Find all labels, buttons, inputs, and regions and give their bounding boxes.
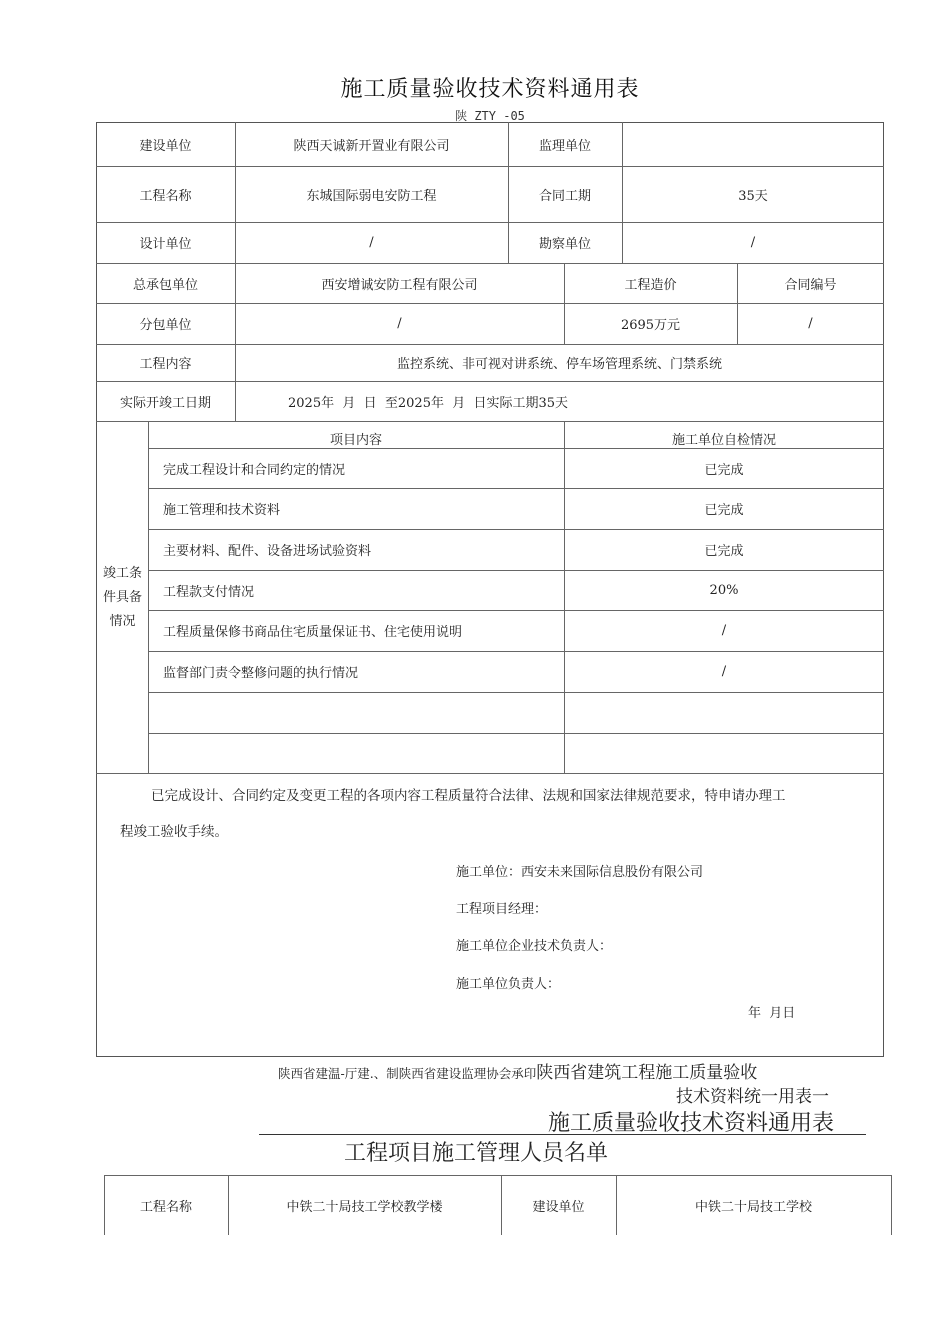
supervisor-value	[622, 122, 884, 166]
contract-period-label: 合同工期	[538, 188, 591, 204]
conditions-col-item: 项目内容	[329, 433, 382, 448]
row-divider	[96, 773, 884, 774]
tech-head-sign: 施工单位企业技术负责人：	[456, 939, 613, 954]
design-unit-label: 设计单位	[139, 237, 192, 252]
footer-line-2: 技术资料统一用表一	[676, 1087, 829, 1107]
condition-status: 已完成	[704, 544, 744, 559]
cost-value: 2695万元	[620, 318, 681, 333]
publisher-big: 陕西省建筑工程施工质量验收	[536, 1063, 758, 1083]
conditions-col-status: 施工单位自检情况	[671, 433, 776, 448]
general-contractor-value: 西安增诚安防工程有限公司	[321, 277, 478, 293]
condition-status: 20%	[709, 582, 739, 598]
subcontractor-label: 分包单位	[139, 318, 192, 333]
table2-project-name-value: 中铁二十局技工学校教学楼	[286, 1199, 443, 1215]
condition-status: 已完成	[704, 462, 744, 478]
table2-build-unit-value: 中铁二十局技工学校	[694, 1199, 812, 1215]
supervisor-label: 监理单位	[538, 138, 591, 154]
col-divider	[148, 421, 149, 773]
footer-rule	[259, 1134, 866, 1135]
next-page-title: 工程项目施工管理人员名单	[344, 1141, 609, 1166]
table2-build-unit-label: 建设单位	[532, 1199, 585, 1215]
survey-unit-label: 勘察单位	[538, 237, 591, 252]
table2-project-name-label: 工程名称	[139, 1199, 192, 1215]
sign-date: 年 月日	[748, 1006, 796, 1021]
condition-status: /	[721, 664, 727, 679]
cost-label: 工程造价	[624, 277, 677, 293]
condition-status: /	[721, 623, 727, 638]
dates-value: 2025年 月 日 至2025年 月 日实际工期35天	[288, 395, 569, 411]
condition-item: 施工管理和技术资料	[163, 503, 281, 518]
conditions-section-label: 竣工条件具备情况	[102, 566, 142, 629]
unit-head-sign: 施工单位负责人：	[456, 977, 561, 992]
condition-status: 已完成	[704, 503, 744, 518]
subcontractor-value: /	[397, 316, 402, 331]
condition-item	[163, 692, 563, 733]
publisher-note	[278, 1058, 888, 1083]
condition-item: 工程质量保修书商品住宅质量保证书、住宅使用说明	[163, 625, 463, 640]
manager-sign: 工程项目经理：	[456, 902, 548, 917]
form-code: 陕 ZTY -05	[455, 109, 525, 123]
condition-item: 工程款支付情况	[163, 584, 255, 600]
condition-status	[564, 692, 884, 733]
condition-item: 主要材料、配件、设备进场试验资料	[163, 544, 372, 559]
publisher-small: 陕西省建温-厅建.、制陕西省建设监理协会承印	[278, 1066, 537, 1081]
declaration-line-1: 已完成设计、合同约定及变更工程的各项内容工程质量符合法律、法规和国家法律规范要求，特申请办理工	[151, 788, 786, 804]
contractor-sign: 施工单位：西安未来国际信息股份有限公司	[456, 865, 704, 880]
col-divider	[891, 1175, 892, 1235]
build-unit-label: 建设单位	[139, 138, 192, 154]
condition-item: 监督部门责令整修问题的执行情况	[163, 666, 359, 681]
condition-item: 完成工程设计和合同约定的情况	[163, 462, 346, 478]
footer-line-3: 施工质量验收技术资料通用表	[548, 1111, 835, 1136]
condition-item	[163, 733, 563, 773]
project-name-label: 工程名称	[139, 188, 192, 204]
page-title: 施工质量验收技术资料通用表	[340, 77, 640, 102]
content-value: 监控系统、非可视对讲系统、停车场管理系统、门禁系统	[396, 357, 722, 372]
build-unit-value: 陕西天诚新开置业有限公司	[293, 138, 450, 154]
contract-no-value: /	[808, 316, 813, 331]
design-unit-value: /	[369, 235, 374, 250]
dates-label: 实际开竣工日期	[119, 395, 211, 411]
contract-no-label: 合同编号	[784, 277, 837, 293]
general-contractor-label: 总承包单位	[132, 277, 198, 293]
condition-status	[564, 733, 884, 773]
survey-unit-value: /	[750, 235, 756, 250]
content-label: 工程内容	[139, 357, 192, 372]
contract-period-value: 35天	[738, 188, 768, 204]
declaration-line-2: 程竣工验收手续。	[120, 824, 228, 840]
project-name-value: 东城国际弱电安防工程	[306, 188, 437, 204]
